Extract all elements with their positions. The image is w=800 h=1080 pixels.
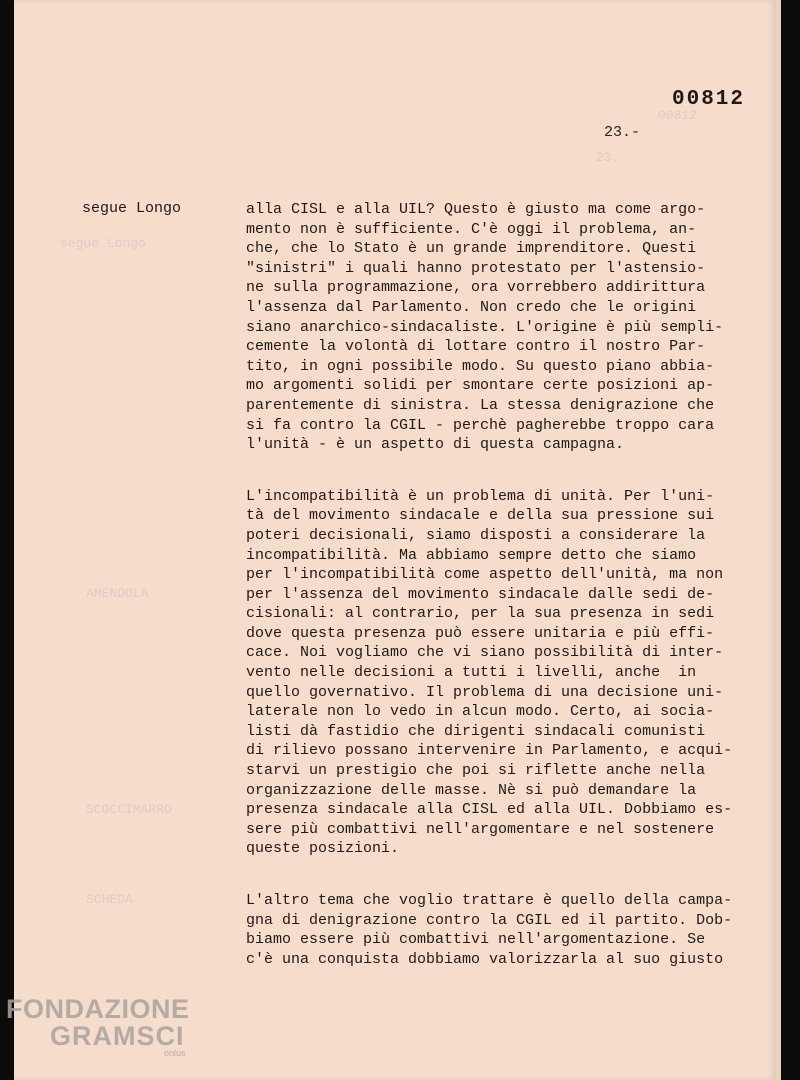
document-body bbox=[246, 200, 766, 1001]
text-line: biamo essere più combattivi nell'argomentazione. Se bbox=[246, 931, 706, 949]
ghost-scoccimarro: SCOCCIMARRO bbox=[86, 802, 172, 817]
text-line: per l'incompatibilità come aspetto dell'unità, ma non bbox=[246, 566, 724, 584]
ghost-speaker: segue Longo bbox=[60, 236, 146, 251]
logo-line-1: FONDAZIONE bbox=[6, 994, 190, 1024]
text-line: quello governativo. Il problema di una decisione uni- bbox=[246, 683, 724, 701]
fondazione-gramsci-logo bbox=[6, 994, 190, 1058]
text-line: cemente la volontà di lottare contro il nostro Par- bbox=[246, 338, 706, 356]
archive-number: 00812 bbox=[672, 88, 746, 111]
page-number: 23.- bbox=[604, 124, 641, 141]
page-edge bbox=[776, 0, 781, 1080]
text-line: ne sulla programmazione, ora vorrebbero addirittura bbox=[246, 279, 706, 297]
ghost-scheda: SCHEDA bbox=[86, 892, 133, 907]
text-line: alla CISL e alla UIL? Questo è giusto ma come argo- bbox=[246, 201, 706, 218]
text-line: organizzazione delle masse. Nè si può demandare la bbox=[246, 781, 697, 799]
text-line: che, che lo Stato è un grande imprenditore. Questi bbox=[246, 240, 697, 258]
text-line: L'altro tema che voglio trattare è quello della campa- bbox=[246, 892, 733, 909]
text-line: gna di denigrazione contro la CGIL ed il partito. Dob- bbox=[246, 911, 733, 929]
text-line: cace. Noi vogliamo che vi siano possibilità di inter- bbox=[246, 644, 724, 662]
speaker-label: segue Longo bbox=[82, 200, 182, 217]
ghost-page-number: 23. bbox=[596, 150, 620, 165]
text-line: parentemente di sinistra. La stessa denigrazione che bbox=[246, 396, 715, 414]
text-line: l'unità - è un aspetto di questa campagna. bbox=[246, 436, 625, 454]
text-line: poteri decisionali, siamo disposti a considerare la bbox=[246, 526, 706, 544]
logo-line-2: GRAMSCI bbox=[50, 1021, 185, 1051]
paragraph-1 bbox=[246, 200, 766, 455]
text-line: incompatibilità. Ma abbiamo sempre detto che siamo bbox=[246, 546, 697, 564]
text-line: laterale non lo vedo in alcun modo. Certo, ai socia- bbox=[246, 703, 715, 721]
text-line: tà del movimento sindacale e della sua pressione sui bbox=[246, 507, 715, 525]
text-line: l'assenza dal Parlamento. Non credo che le origini bbox=[246, 298, 697, 316]
paragraph-3 bbox=[246, 891, 766, 969]
text-line: listi dà fastidio che dirigenti sindacali comunisti bbox=[246, 722, 706, 740]
text-line: "sinistri" i quali hanno protestato per l'astensio- bbox=[246, 259, 706, 277]
text-line: sere più combattivi nell'argomentare e nel sostenere bbox=[246, 820, 715, 838]
text-line: si fa contro la CGIL - perchè pagherebbe troppo cara bbox=[246, 416, 715, 434]
paragraph-2 bbox=[246, 487, 766, 859]
text-line: vento nelle decisioni a tutti i livelli, anche in bbox=[246, 664, 697, 682]
text-line: cisionali: al contrario, per la sua presenza in sedi bbox=[246, 605, 715, 623]
text-line: per l'assenza del movimento sindacale dalle sedi de- bbox=[246, 585, 715, 603]
text-line: mento non è sufficiente. C'è oggi il problema, an- bbox=[246, 220, 697, 238]
text-line: presenza sindacale alla CISL ed alla UIL. Dobbiamo es- bbox=[246, 801, 733, 819]
text-line: starvi un prestigio che poi si riflette anche nella bbox=[246, 762, 706, 780]
ghost-archive-number: 00812 bbox=[658, 108, 698, 123]
text-line: siano anarchico-sindacaliste. L'origine è più sempli- bbox=[246, 318, 724, 336]
text-line: L'incompatibilità è un problema di unità. Per l'uni- bbox=[246, 487, 715, 505]
text-line: di rilievo possano intervenire in Parlamento, e acqui- bbox=[246, 742, 733, 760]
text-line: queste posizioni. bbox=[246, 840, 400, 858]
text-line: c'è una conquista dobbiamo valorizzarla al suo giusto bbox=[246, 950, 724, 968]
ghost-amendola: AMENDOLA bbox=[86, 586, 149, 601]
text-line: dove questa presenza può essere unitaria e più effi- bbox=[246, 624, 715, 642]
logo-line-3: onlus bbox=[164, 1048, 186, 1058]
text-line: tito, in ogni possibile modo. Su questo piano abbia- bbox=[246, 357, 715, 375]
text-line: mo argomenti solidi per smontare certe posizioni ap- bbox=[246, 377, 715, 395]
